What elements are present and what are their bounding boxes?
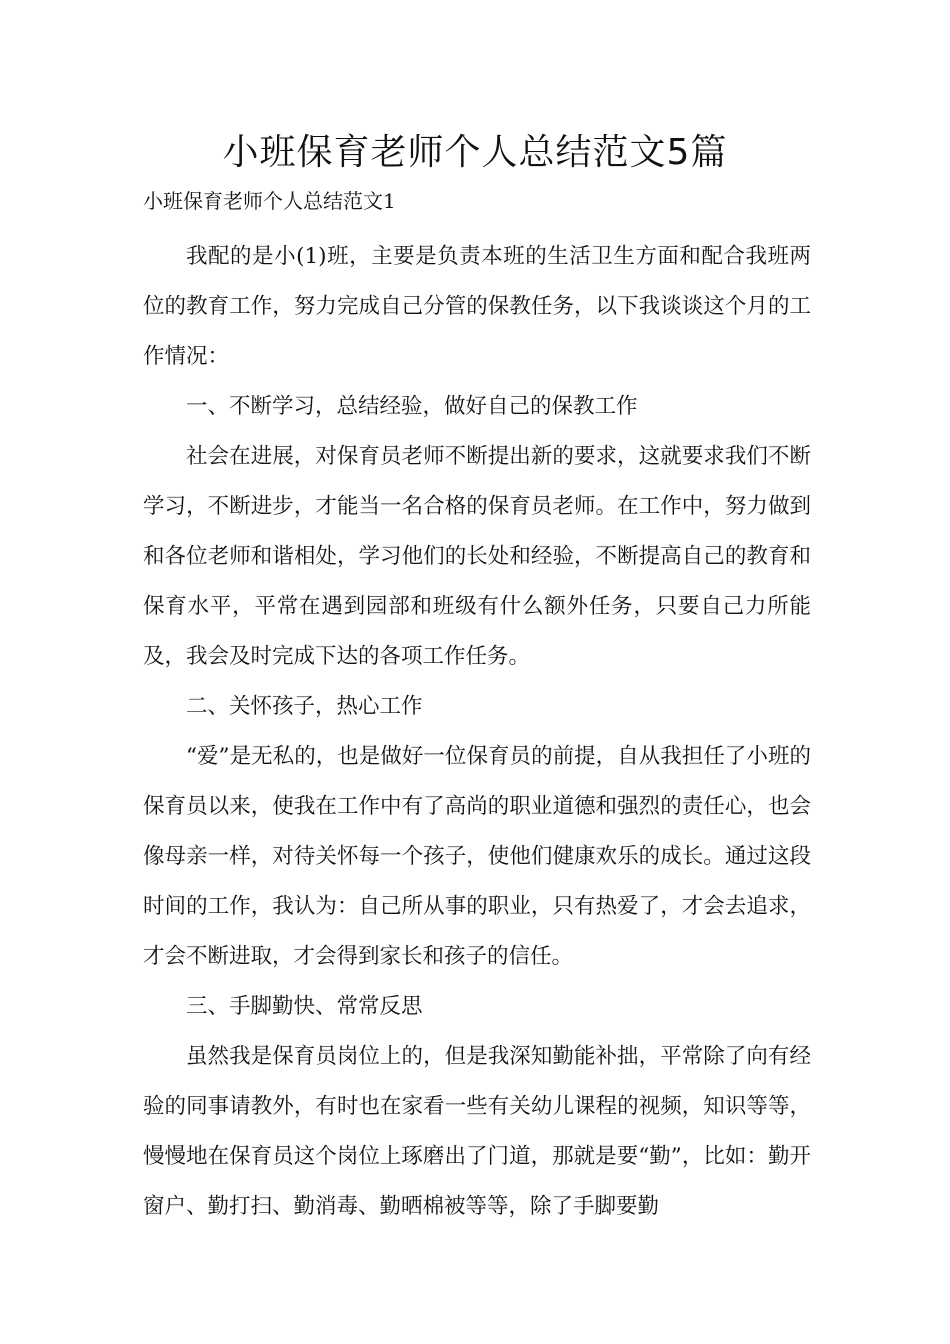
document-title: 小班保育老师个人总结范文5篇 [222, 132, 728, 173]
paragraph-section-3: 虽然我是保育员岗位上的，但是我深知勤能补拙，平常除了向有经验的同事请教外，有时也在家看一些有关幼儿课程的视频，知识等等，慢慢地在保育员这个岗位上琢磨出了门道，那就是要“勤”，比如：勤开窗户、勤打扫、勤消毒、勤晒棉被等等，除了手脚要勤 [143, 1044, 811, 1219]
paragraph-section-1: 社会在进展，对保育员老师不断提出新的要求，这就要求我们不断学习，不断进步，才能当一名合格的保育员老师。在工作中，努力做到和各位老师和谐相处，学习他们的长处和经验，不断提高自己的教育和保育水平，平常在遇到园部和班级有什么额外任务，只要自己力所能及，我会及时完成下达的各项工作任务。 [143, 444, 811, 669]
section-heading-1: 一、不断学习，总结经验，做好自己的保教工作 [186, 394, 638, 419]
document-body [143, 232, 811, 1232]
paragraph-section-2: “爱”是无私的，也是做好一位保育员的前提，自从我担任了小班的保育员以来，使我在工作中有了高尚的职业道德和强烈的责任心，也会像母亲一样，对待关怀每一个孩子，使他们健康欢乐的成长。通过这段时间的工作，我认为：自己所从事的职业，只有热爱了，才会去追求，才会不断进取，才会得到家长和孩子的信任。 [143, 744, 811, 969]
section-heading-3: 三、手脚勤快、常常反思 [186, 994, 423, 1019]
section-subtitle: 小班保育老师个人总结范文1 [143, 189, 396, 213]
section-heading-2: 二、关怀孩子，热心工作 [186, 694, 423, 719]
paragraph-intro: 我配的是小(1)班，主要是负责本班的生活卫生方面和配合我班两位的教育工作，努力完成自己分管的保教任务，以下我谈谈这个月的工作情况： [143, 244, 811, 369]
